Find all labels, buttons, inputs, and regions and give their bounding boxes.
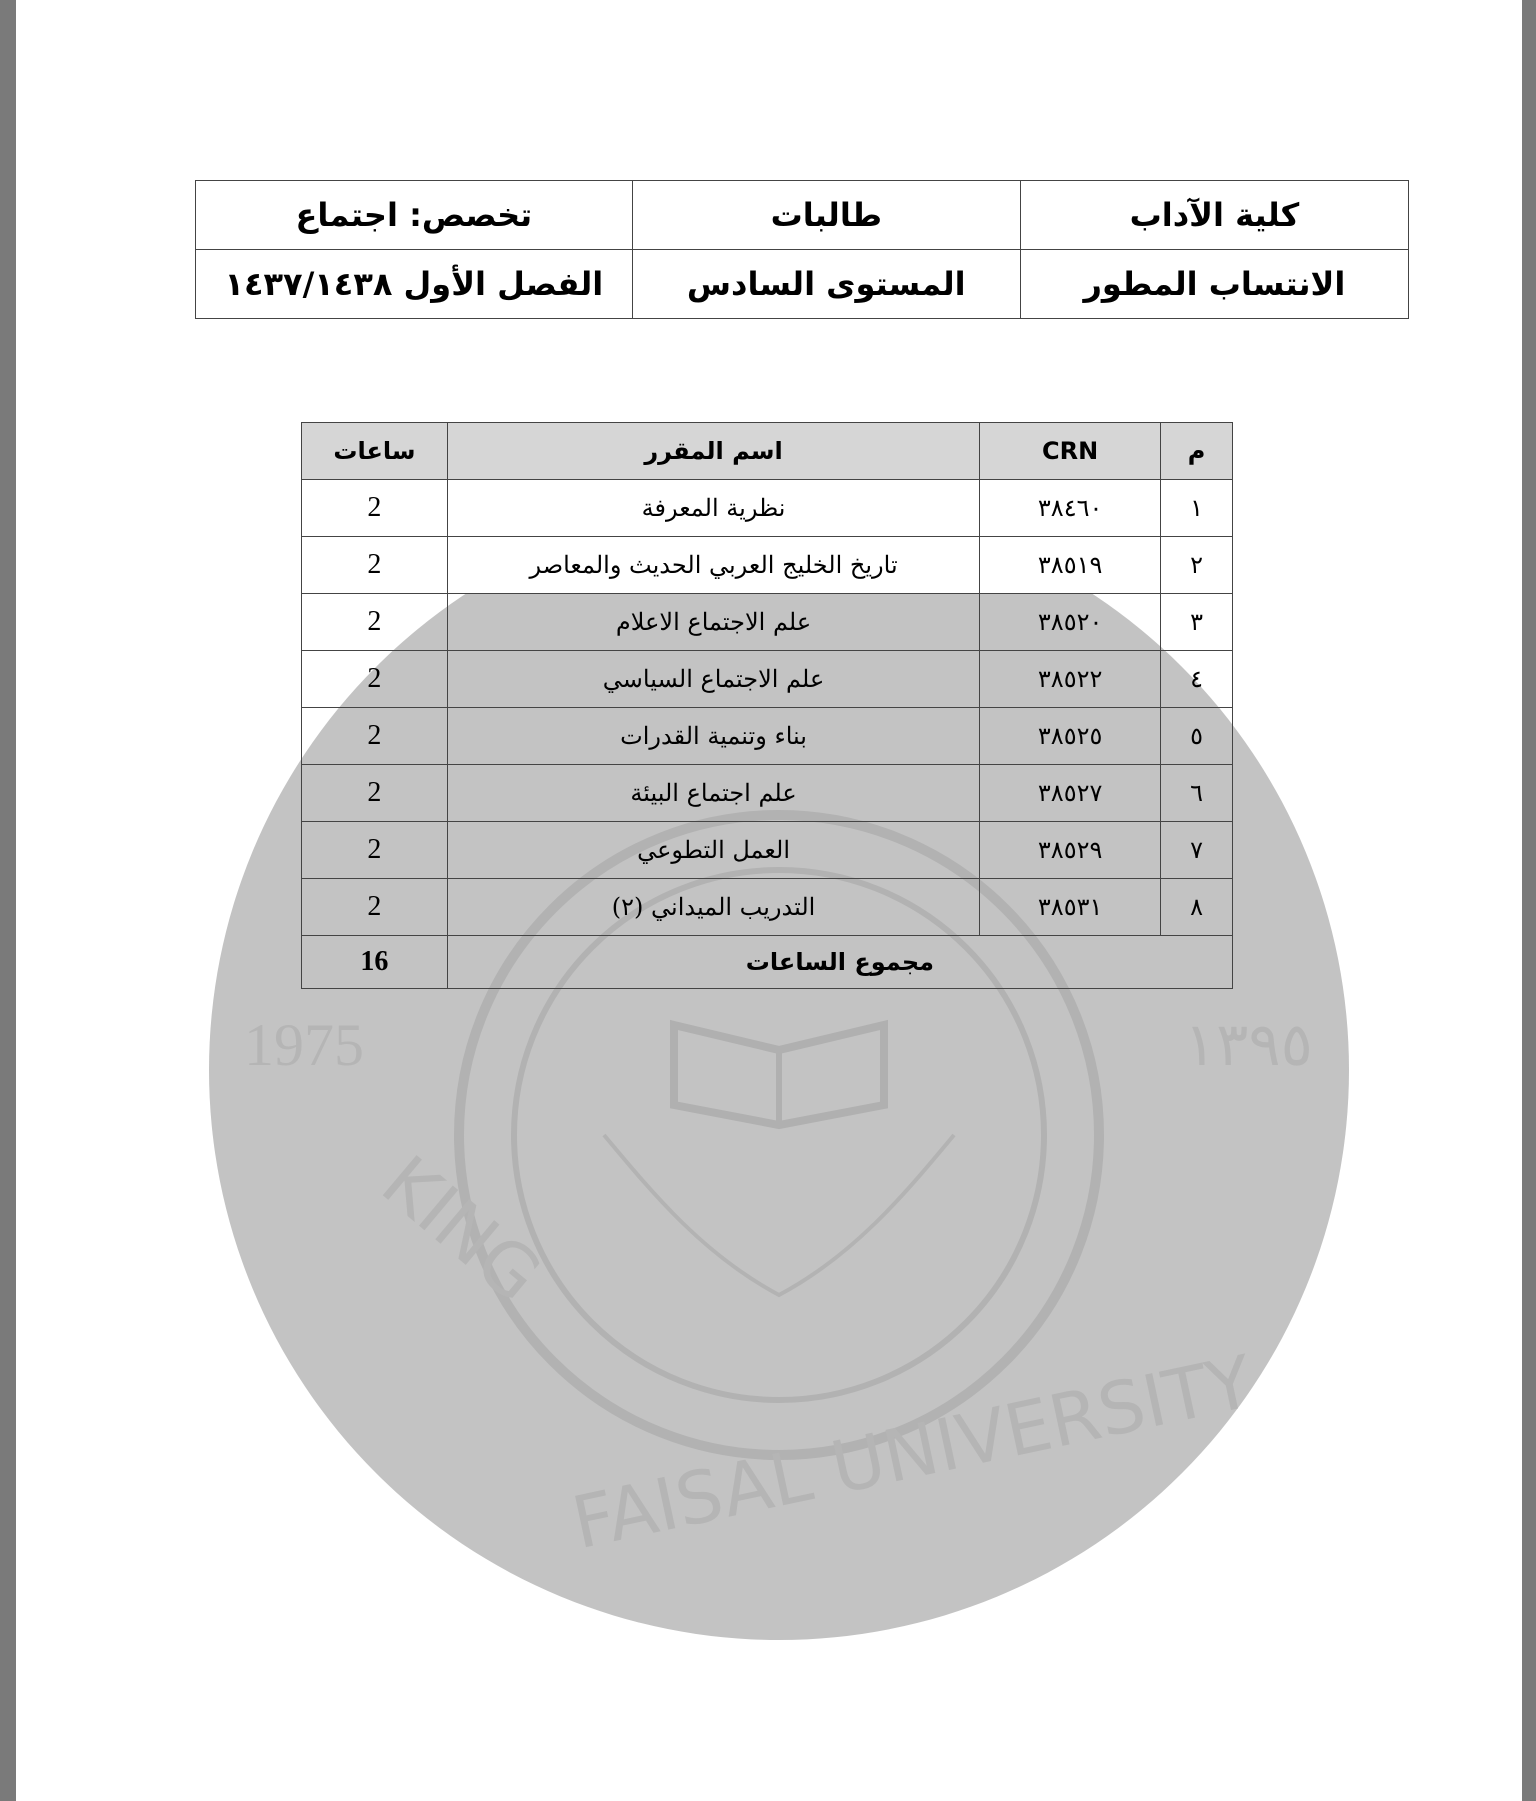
row-index: ٢: [1161, 537, 1233, 594]
col-hours-header: ساعات: [302, 423, 448, 480]
table-row: [302, 822, 1233, 879]
row-course-name: التدريب الميداني (٢): [447, 879, 979, 936]
row-crn: ٣٨٥٢٥: [980, 708, 1161, 765]
row-hours: 2: [302, 537, 448, 594]
total-row: [302, 936, 1233, 989]
col-name-header: اسم المقرر: [447, 423, 979, 480]
svg-text:KING: KING: [366, 1139, 557, 1319]
total-hours: 16: [302, 936, 448, 989]
header-table: [195, 180, 1409, 319]
document-page: [16, 0, 1522, 1801]
row-hours: 2: [302, 765, 448, 822]
row-course-name: تاريخ الخليج العربي الحديث والمعاصر: [447, 537, 979, 594]
col-crn-header: CRN: [980, 423, 1161, 480]
row-index: ٧: [1161, 822, 1233, 879]
row-crn: ٣٨٥١٩: [980, 537, 1161, 594]
table-header-row: [302, 423, 1233, 480]
svg-text:FAISAL UNIVERSITY: FAISAL UNIVERSITY: [565, 1339, 1260, 1566]
row-index: ٨: [1161, 879, 1233, 936]
row-hours: 2: [302, 708, 448, 765]
row-crn: ٣٨٥٣١: [980, 879, 1161, 936]
table-row: [302, 594, 1233, 651]
table-row: [302, 879, 1233, 936]
row-crn: ٣٨٤٦٠: [980, 480, 1161, 537]
row-index: ١: [1161, 480, 1233, 537]
row-index: ٥: [1161, 708, 1233, 765]
col-index-header: م: [1161, 423, 1233, 480]
row-crn: ٣٨٥٢٢: [980, 651, 1161, 708]
svg-text:1975: 1975: [244, 1012, 364, 1078]
svg-text:١٣٩٥: ١٣٩٥: [1184, 1012, 1313, 1078]
row-hours: 2: [302, 480, 448, 537]
table-row: [302, 708, 1233, 765]
semester-cell: الفصل الأول ١٤٣٧/١٤٣٨: [196, 250, 633, 319]
row-index: ٣: [1161, 594, 1233, 651]
total-label: مجموع الساعات: [447, 936, 1232, 989]
row-hours: 2: [302, 594, 448, 651]
college-cell: كلية الآداب: [1020, 181, 1408, 250]
table-row: [302, 537, 1233, 594]
row-hours: 2: [302, 879, 448, 936]
courses-table: [301, 422, 1233, 989]
row-course-name: علم الاجتماع السياسي: [447, 651, 979, 708]
row-index: ٦: [1161, 765, 1233, 822]
level-cell: المستوى السادس: [632, 250, 1020, 319]
row-crn: ٣٨٥٢٧: [980, 765, 1161, 822]
table-row: [302, 480, 1233, 537]
row-crn: ٣٨٥٢٩: [980, 822, 1161, 879]
row-hours: 2: [302, 651, 448, 708]
row-course-name: بناء وتنمية القدرات: [447, 708, 979, 765]
row-course-name: نظرية المعرفة: [447, 480, 979, 537]
row-course-name: العمل التطوعي: [447, 822, 979, 879]
program-cell: الانتساب المطور: [1020, 250, 1408, 319]
row-course-name: علم اجتماع البيئة: [447, 765, 979, 822]
row-index: ٤: [1161, 651, 1233, 708]
students-cell: طالبات: [632, 181, 1020, 250]
table-row: [302, 765, 1233, 822]
table-row: [302, 651, 1233, 708]
major-cell: تخصص: اجتماع: [196, 181, 633, 250]
row-crn: ٣٨٥٢٠: [980, 594, 1161, 651]
row-hours: 2: [302, 822, 448, 879]
row-course-name: علم الاجتماع الاعلام: [447, 594, 979, 651]
